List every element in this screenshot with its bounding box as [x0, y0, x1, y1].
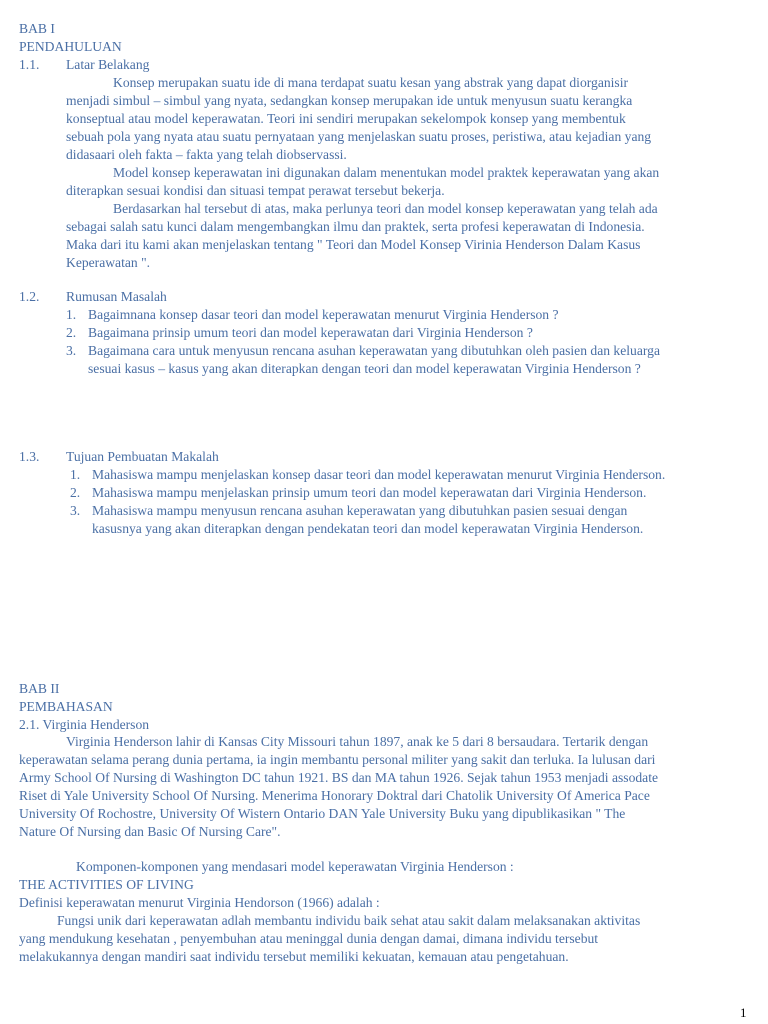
chapter-title: BAB II	[19, 681, 60, 696]
paragraph-line: Berdasarkan hal tersebut di atas, maka perlunya teori dan model konsep keperawatan yang telah ada	[113, 201, 658, 216]
paragraph-line: diterapkan sesuai kondisi dan situasi tempat perawat tersebut bekerja.	[66, 183, 445, 198]
list-item-continuation: kasusnya yang akan diterapkan dengan pendekatan teori dan model keperawatan Virginia Henderson.	[92, 521, 644, 536]
section-number: 1.2.	[19, 289, 40, 304]
paragraph-line: yang mendukung kesehatan , penyembuhan atau meninggal dunia dengan damai, dimana individu tersebut	[19, 931, 599, 946]
list-item-number: 2.	[66, 325, 77, 340]
list-item: Bagaimana cara untuk menyusun rencana asuhan keperawatan yang dibutuhkan oleh pasien dan keluarga	[88, 343, 660, 358]
paragraph-line: Fungsi unik dari keperawatan adlah membantu individu baik sehat atau sakit dalam melaksanakan aktivitas	[57, 913, 641, 928]
paragraph-line: Konsep merupakan suatu ide di mana terdapat suatu kesan yang abstrak yang dapat diorganisir	[113, 75, 629, 90]
paragraph-line: Virginia Henderson lahir di Kansas City Missouri tahun 1897, anak ke 5 dari 8 bersaudara. Tertarik dengan	[66, 734, 649, 749]
section-heading: 2.1. Virginia Henderson	[19, 717, 150, 732]
list-item: Mahasiswa mampu menjelaskan prinsip umum teori dan model keperawatan dari Virginia Henderson.	[92, 485, 647, 500]
paragraph-line: Model konsep keperawatan ini digunakan dalam menentukan model praktek keperawatan yang akan	[113, 165, 660, 180]
section-heading: Tujuan Pembuatan Makalah	[66, 449, 219, 464]
list-item: Mahasiswa mampu menyusun rencana asuhan keperawatan yang dibutuhkan pasien sesuai dengan	[92, 503, 628, 518]
paragraph-line: melakukannya dengan mandiri saat individu tersebut memiliki kekuatan, kemauan atau pengetahuan.	[19, 949, 569, 964]
paragraph-line: University Of Rochostre, University Of Wistern Ontario DAN Yale University Buku yang dipublikasikan " The	[19, 806, 626, 821]
list-item-number: 1.	[66, 307, 77, 322]
paragraph-line: sebuah pola yang nyata atau suatu pernyataan yang menjelaskan suatu proses, peristiwa, atau kejadian yang	[66, 129, 652, 144]
chapter-subtitle: PEMBAHASAN	[19, 699, 113, 714]
paragraph-line: Komponen-komponen yang mendasari model keperawatan Virginia Henderson :	[76, 859, 514, 874]
paragraph-line: Maka dari itu kami akan menjelaskan tentang " Teori dan Model Konsep Virinia Henderson Dalam Kasus	[66, 237, 641, 252]
paragraph-line: Army School Of Nursing di Washington DC tahun 1921. BS dan MA tahun 1926. Sejak tahun 1953 menjadi assodate	[19, 770, 659, 785]
section-number: 1.1.	[19, 57, 40, 72]
list-item-number: 3.	[70, 503, 81, 518]
chapter-subtitle: PENDAHULUAN	[19, 39, 122, 54]
paragraph-line: keperawatan selama perang dunia pertama, ia ingin membantu personal militer yang sakit dan terluka. Ia lulusan dari	[19, 752, 656, 767]
list-item: Bagaimana prinsip umum teori dan model keperawatan dari Virginia Henderson ?	[88, 325, 533, 340]
paragraph-line: Nature Of Nursing dan Basic Of Nursing Care".	[19, 824, 281, 839]
paragraph-line: didasaari oleh fakta – fakta yang telah diobservassi.	[66, 147, 347, 162]
list-item: Mahasiswa mampu menjelaskan konsep dasar teori dan model keperawatan menurut Virginia Henderson.	[92, 467, 666, 482]
list-item-continuation: sesuai kasus – kasus yang akan diterapkan dengan teori dan model keperawatan Virginia Henderson ?	[88, 361, 641, 376]
sub-heading: THE ACTIVITIES OF LIVING	[19, 877, 194, 892]
paragraph-line: Riset di Yale University School Of Nursing. Menerima Honorary Doktral dari Chatolik University Of America Pace	[19, 788, 650, 803]
paragraph-line: sebagai salah satu kunci dalam mengembangkan ilmu dan praktek, serta profesi keperawatan di Indonesia.	[66, 219, 645, 234]
list-item-number: 3.	[66, 343, 77, 358]
paragraph-line: Definisi keperawatan menurut Virginia Hendorson (1966) adalah :	[19, 895, 380, 910]
section-heading: Rumusan Masalah	[66, 289, 167, 304]
chapter-title: BAB I	[19, 21, 55, 36]
list-item-number: 1.	[70, 467, 81, 482]
list-item-number: 2.	[70, 485, 81, 500]
section-number: 1.3.	[19, 449, 40, 464]
section-heading: Latar Belakang	[66, 57, 150, 72]
paragraph-line: konseptual atau model keperawatan. Teori ini sendiri merupakan sekelompok konsep yang membentuk	[66, 111, 626, 126]
list-item: Bagaimnana konsep dasar teori dan model keperawatan menurut Virginia Henderson ?	[88, 307, 559, 322]
paragraph-line: Keperawatan ".	[66, 255, 151, 270]
paragraph-line: menjadi simbul – simbul yang nyata, sedangkan konsep merupakan ide untuk menyusun suatu kerangka	[66, 93, 633, 108]
page-number: 1	[740, 1005, 747, 1020]
